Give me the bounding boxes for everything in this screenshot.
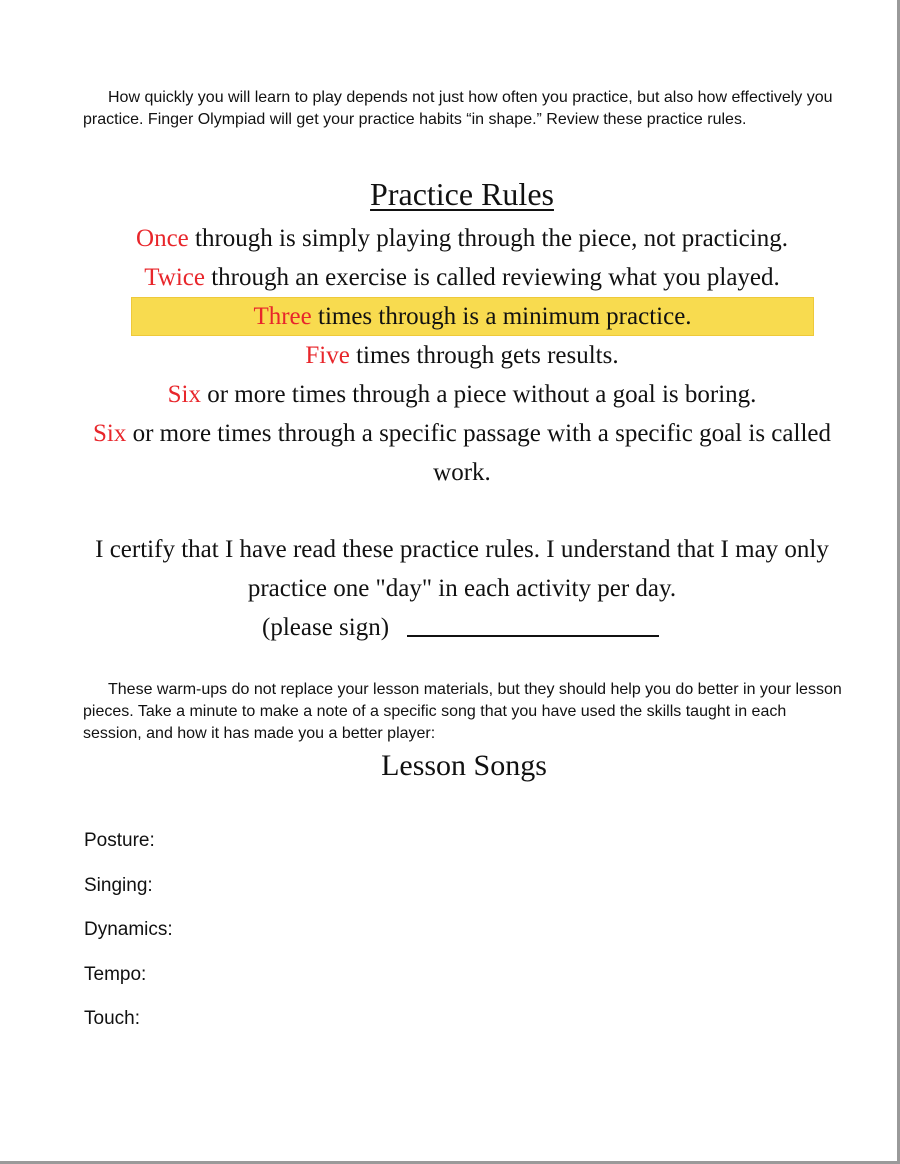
rule-text: through an exercise is called reviewing what you played. <box>204 264 780 291</box>
signature-row <box>262 608 659 647</box>
rule-keyword: Six <box>167 381 201 408</box>
song-category-dynamics: Dynamics: <box>84 919 173 940</box>
rule-keyword: Twice <box>144 264 205 291</box>
rule-six-work <box>90 414 834 492</box>
intro-paragraph: How quickly you will learn to play depends not just how often you practice, but also how effectively you practice. Finger Olympiad will get your practice habits “in shape.” Review these practice rules. <box>83 89 833 128</box>
song-category-posture: Posture: <box>84 830 155 851</box>
rule-keyword: Five <box>305 342 350 369</box>
rule-once <box>90 219 834 258</box>
practice-rules-title-text: Practice Rules <box>370 176 554 212</box>
song-category-tempo: Tempo: <box>84 963 147 985</box>
rule-keyword: Six <box>93 420 127 447</box>
rule-keyword: Once <box>136 225 189 252</box>
rule-text: or more times through a specific passage with a specific goal is called work. <box>126 420 831 486</box>
lesson-songs-list <box>84 819 173 1042</box>
rule-three-highlighted <box>131 297 814 336</box>
practice-rules-title <box>0 176 900 213</box>
rule-twice <box>90 258 834 297</box>
rule-six-boring <box>90 375 834 414</box>
practice-rules-list <box>90 219 834 492</box>
rule-five <box>90 336 834 375</box>
rule-text: times through is a minimum practice. <box>311 303 692 330</box>
rule-keyword: Three <box>253 303 312 330</box>
rule-text: times through gets results. <box>349 342 619 369</box>
song-category-touch: Touch: <box>84 1008 140 1029</box>
rule-text: or more times through a piece without a goal is boring. <box>200 381 757 408</box>
song-category-singing: Singing: <box>84 874 153 896</box>
certification-statement: I certify that I have read these practice rules. I understand that I may only practice one "day" in each activity per day. <box>95 536 829 602</box>
rule-text: through is simply playing through the piece, not practicing. <box>188 225 788 252</box>
lesson-songs-title: Lesson Songs <box>381 749 547 782</box>
signature-field[interactable] <box>407 609 659 637</box>
warmup-paragraph: These warm-ups do not replace your lesson materials, but they should help you do better in your lesson pieces. Take a minute to make a note of a specific song that you have used the skills taught in each session, and how it has made you a better player: <box>83 681 842 742</box>
signature-label: (please sign) <box>262 614 390 641</box>
